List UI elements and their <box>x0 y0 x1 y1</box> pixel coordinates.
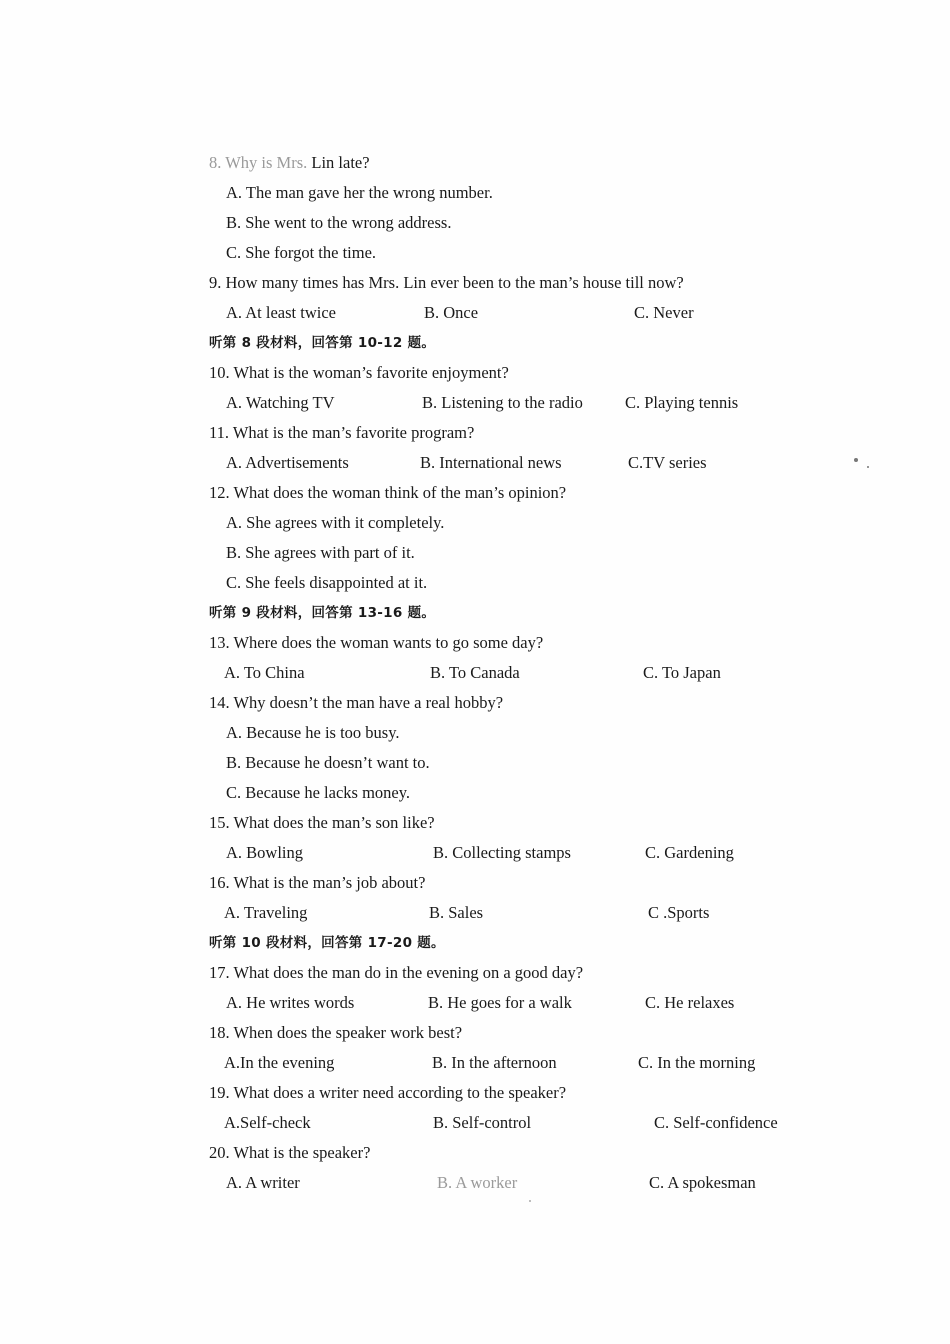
question-18-stem: 18. When does the speaker work best? <box>209 1023 463 1042</box>
question-17-stem: 17. What does the man do in the evening on a good day? <box>209 963 584 982</box>
question-15-option-c: C. Gardening <box>645 843 734 862</box>
question-8-option-a: A. The man gave her the wrong number. <box>226 183 493 202</box>
question-12-stem: 12. What does the woman think of the man’s opinion? <box>209 483 567 502</box>
question-9-stem: 9. How many times has Mrs. Lin ever been to the man’s house till now? <box>209 273 684 292</box>
question-19-option-a: A.Self-check <box>224 1113 311 1132</box>
question-11-option-a: A. Advertisements <box>226 453 349 472</box>
question-17-option-a: A. He writes words <box>226 993 355 1012</box>
question-17-option-b: B. He goes for a walk <box>428 993 572 1012</box>
question-18-option-a: A.In the evening <box>224 1053 335 1072</box>
question-16-option-c: C .Sports <box>648 903 710 922</box>
question-9-option-b: B. Once <box>424 303 479 322</box>
listening-questions <box>0 148 950 1198</box>
question-11-option-b: B. International news <box>420 453 562 472</box>
question-11-options <box>0 448 950 478</box>
question-16-options <box>0 898 950 928</box>
scan-speck <box>529 1200 531 1202</box>
question-13-options <box>0 658 950 688</box>
question-10-stem: 10. What is the woman’s favorite enjoyment? <box>209 363 509 382</box>
question-18-option-b: B. In the afternoon <box>432 1053 557 1072</box>
question-14-option-c: C. Because he lacks money. <box>226 783 411 802</box>
question-8-number: 8. <box>209 153 222 172</box>
question-17-option-c: C. He relaxes <box>645 993 735 1012</box>
question-14-option-a: A. Because he is too busy. <box>226 723 400 742</box>
question-8-option-b: B. She went to the wrong address. <box>226 213 452 232</box>
question-9-option-a: A. At least twice <box>226 303 336 322</box>
question-19-option-b: B. Self-control <box>433 1113 532 1132</box>
question-13-option-b: B. To Canada <box>430 663 520 682</box>
question-10-option-a: A. Watching TV <box>226 393 335 412</box>
question-12-option-c: C. She feels disappointed at it. <box>226 573 428 592</box>
question-10-option-b: B. Listening to the radio <box>422 393 583 412</box>
question-8-stem-text: Lin late? <box>311 153 370 172</box>
question-15-options <box>0 838 950 868</box>
question-18-option-c: C. In the morning <box>638 1053 756 1072</box>
question-20-option-b: B. A worker <box>437 1173 518 1192</box>
question-20-option-a: A. A writer <box>226 1173 300 1192</box>
question-19-stem: 19. What does a writer need according to the speaker? <box>209 1083 567 1102</box>
question-13-option-c: C. To Japan <box>643 663 721 682</box>
question-20-stem: 20. What is the speaker? <box>209 1143 371 1162</box>
section-9-instruction: 听第 9 段材料，回答第 13-16 题。 <box>209 605 436 621</box>
question-12-option-b: B. She agrees with part of it. <box>226 543 415 562</box>
question-18-options <box>0 1048 950 1078</box>
question-14-option-b: B. Because he doesn’t want to. <box>226 753 430 772</box>
question-16-option-b: B. Sales <box>429 903 484 922</box>
question-16-stem: 16. What is the man’s job about? <box>209 873 426 892</box>
question-8-option-c: C. She forgot the time. <box>226 243 377 262</box>
question-14-stem: 14. Why doesn’t the man have a real hobby? <box>209 693 504 712</box>
question-20-option-c: C. A spokesman <box>649 1173 756 1192</box>
question-10-option-c: C. Playing tennis <box>625 393 739 412</box>
question-17-options <box>0 988 950 1018</box>
question-10-options <box>0 388 950 418</box>
question-8-stem <box>0 148 950 178</box>
question-16-option-a: A. Traveling <box>224 903 308 922</box>
question-15-option-a: A. Bowling <box>226 843 304 862</box>
section-8-instruction: 听第 8 段材料，回答第 10-12 题。 <box>209 335 436 351</box>
section-10-instruction: 听第 10 段材料，回答第 17-20 题。 <box>209 935 445 951</box>
question-19-option-c: C. Self-confidence <box>654 1113 778 1132</box>
question-15-option-b: B. Collecting stamps <box>433 843 571 862</box>
question-19-options <box>0 1108 950 1138</box>
question-13-option-a: A. To China <box>224 663 305 682</box>
question-11-stem: 11. What is the man’s favorite program? <box>209 423 475 442</box>
question-13-stem: 13. Where does the woman wants to go some day? <box>209 633 544 652</box>
question-9-options <box>0 298 950 328</box>
question-20-options <box>0 1168 950 1198</box>
question-8-stem-faded: Why is Mrs. <box>225 153 308 172</box>
scan-speck <box>867 466 869 468</box>
question-15-stem: 15. What does the man’s son like? <box>209 813 435 832</box>
question-12-option-a: A. She agrees with it completely. <box>226 513 445 532</box>
question-11-option-c: C.TV series <box>628 453 707 472</box>
question-9-option-c: C. Never <box>634 303 694 322</box>
scan-speck <box>854 458 858 462</box>
